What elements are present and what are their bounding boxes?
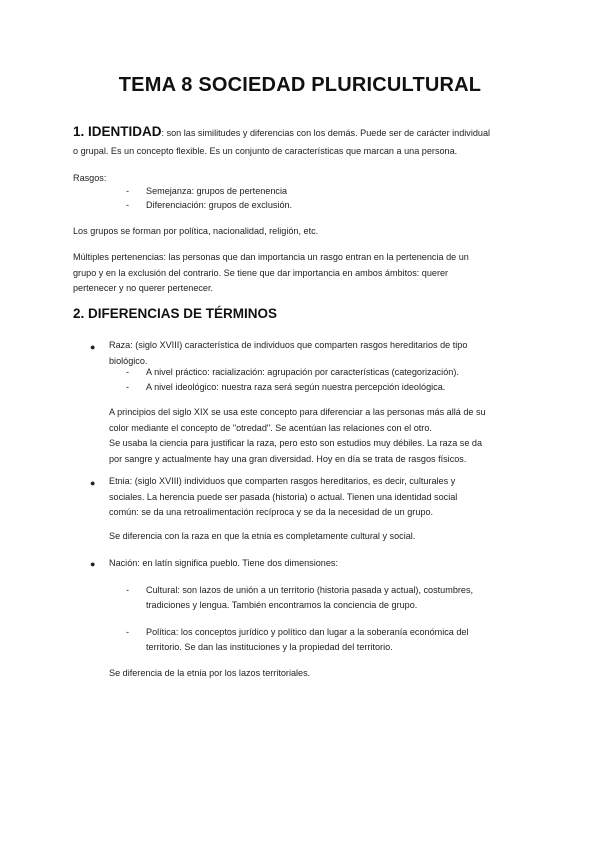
raza-paragraph: A principios del siglo XIX se usa este concepto para diferenciar a las personas más allá de su color mediante el concepto de "otredad". Se acentúan las relaciones con el otro. Se usaba la ciencia para justificar la raza, pero esto son estudios muy débiles. La raza se da por sangre y actualmente hay una gran diversidad. Hoy en día se trata de rasgos físicos. — [109, 407, 486, 464]
rasgos-label: Rasgos: — [73, 173, 107, 183]
nacion-paragraph: Se diferencia de la etnia por los lazos territoriales. — [109, 668, 311, 678]
etnia-definition: Etnia: (siglo XVIII) individuos que comparten rasgos hereditarios, es decir, culturales y sociales. La herencia puede ser pasada (historia) o actual. Tienen una identidad social común: se da una retroalimentación recíproca y se da la necesidad de un grupo. — [109, 476, 458, 518]
identidad-definition-text: : son las similitudes y diferencias con los demás. Puede ser de carácter individual — [161, 128, 491, 138]
identidad-definition-line-1 — [73, 124, 490, 141]
nacion-definition: Nación: en latín significa pueblo. Tiene dos dimensiones: — [109, 558, 338, 568]
bullet-icon: ● — [90, 478, 96, 488]
section-1-heading: 1. IDENTIDAD — [73, 124, 162, 139]
bullet-icon: ● — [90, 559, 96, 569]
document-page: TEMA 8 SOCIEDAD PLURICULTURAL 1. IDENTIDAD: son las similitudes y diferencias con los demás. Puede ser de carácter individual o grupal. Es un concepto flexible. Es un conjunto de características que marcan a una persona. Rasgos: - Semejanza: grupos de pertenencia - Diferenciación: grupos de exclusión. Los grupos se forman por política, nacionalidad, religión, etc. Múltiples pertenencias: las personas que dan importancia un rasgo entran en la pertenencia de un grupo y en la exclusión del contrario. Se tiene que dar importancia en ambos ámbitos: querer pertenecer y no querer pertenecer. 2. DIFERENCIAS DE TÉRMINOS ● Raza: (siglo XVIII) característica de individuos que comparten rasgos hereditarios de tipo biológico. - A nivel práctico: racialización: agrupación por características (categorización). - A nivel ideológico: nuestra raza será según nuestra percepción ideológica. A principios del siglo XIX se usa este concepto para diferenciar a las personas más allá de su color mediante el concepto de "otredad". Se acentúan las relaciones con el otro. Se usaba la ciencia para justificar la raza, pero esto son estudios muy débiles. La raza se da por sangre y actualmente hay una gran diversidad. Hoy en día se trata de rasgos físicos. ● Etnia: (siglo XVIII) individuos que comparten rasgos hereditarios, es decir, culturales y sociales. La herencia puede ser pasada (historia) o actual. Tienen una identidad social común: se da una retroalimentación recíproca y se da la necesidad de un grupo. Se diferencia con la raza en que la etnia es completamente cultural y social. ● Nación: en latín significa pueblo. Tiene dos dimensiones: - Cultural: son lazos de unión a un territorio (historia pasada y actual), costumbres, tradiciones y lengua. También encontramos la conciencia de grupo. - Política: los conceptos jurídico y político dan lugar a la soberanía económica del territorio. Se dan las instituciones y la propiedad del territorio. Se diferencia de la etnia por los lazos territoriales. — [0, 0, 600, 848]
etnia-paragraph: Se diferencia con la raza en que la etnia es completamente cultural y social. — [109, 531, 416, 541]
multiples-pertenencias-paragraph: Múltiples pertenencias: las personas que dan importancia un rasgo entran en la pertenencia de un grupo y en la exclusión del contrario. Se tiene que dar importancia en ambos ámbitos: querer pertenecer y no querer pertenecer. — [73, 252, 469, 294]
groups-text: Los grupos se forman por política, nacionalidad, religión, etc. — [73, 226, 319, 236]
identidad-definition-line-2: o grupal. Es un concepto flexible. Es un conjunto de características que marcan a una persona. — [73, 146, 458, 156]
section-2-heading: 2. DIFERENCIAS DE TÉRMINOS — [73, 306, 278, 321]
bullet-icon: ● — [90, 342, 96, 352]
page-title: TEMA 8 SOCIEDAD PLURICULTURAL — [118, 74, 482, 96]
raza-definition: Raza: (siglo XVIII) característica de individuos que comparten rasgos hereditarios de tipo biológico. — [109, 340, 468, 366]
